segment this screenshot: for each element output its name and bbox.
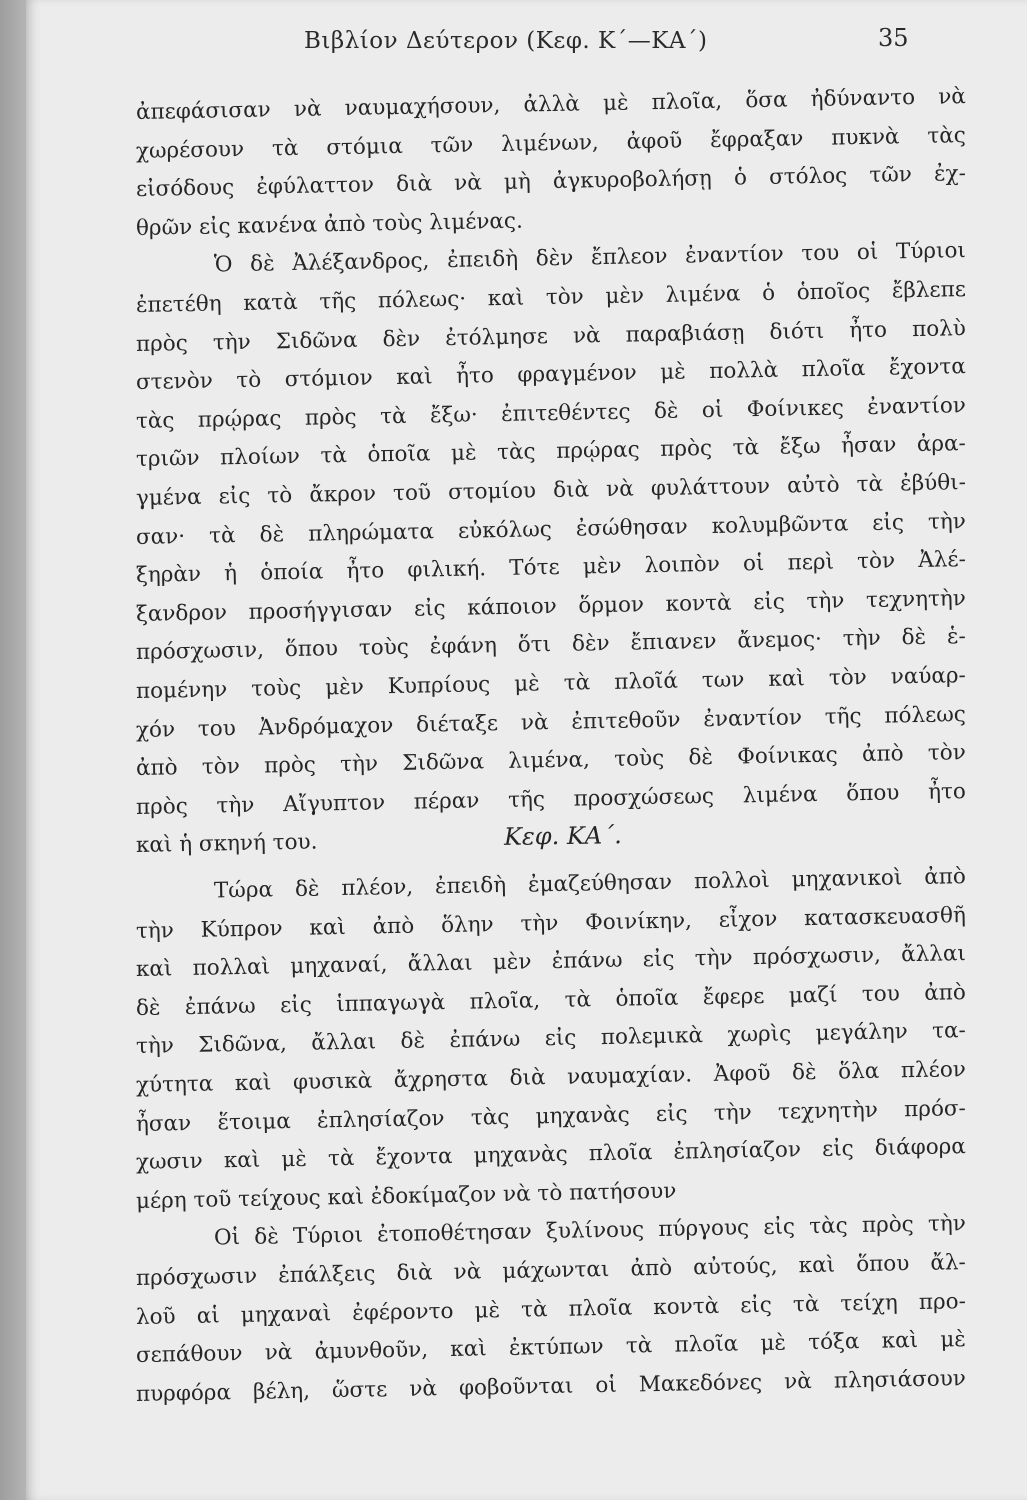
text-line: τὴν Κύπρον καὶ ἀπὸ ὅλην τὴν Φοινίκην, εἶχον κατασκευασθῆ xyxy=(135,902,967,944)
text-line: τὴν Σιδῶνα, ἄλλαι δὲ ἐπάνω εἰς πολεμικὰ χωρὶς μεγάλην τα- xyxy=(135,1018,967,1060)
running-title: Βιβλίον Δεύτερον (Κεφ. Κ΄—ΚΑ΄) xyxy=(304,28,708,54)
text-line: μέρη τοῦ τείχους καὶ ἐδοκίμαζον νὰ τὸ πατήσουν xyxy=(135,1178,677,1214)
text-line: Τώρα δὲ πλέον, ἐπειδὴ ἐμαζεύθησαν πολλοὶ μηχανικοὶ ἀπὸ xyxy=(213,864,967,904)
text-line: χωρέσουν τὰ στόμια τῶν λιμένων, ἀφοῦ ἔφραξαν πυκνὰ τὰς xyxy=(135,122,967,164)
text-line: χύτητα καὶ φυσικὰ ἄχρηστα διὰ ναυμαχίαν. Ἀφοῦ δὲ ὅλα πλέον xyxy=(135,1057,967,1098)
text-line: ἀπὸ τὸν πρὸς τὴν Σιδῶνα λιμένα, τοὺς δὲ Φοίνικας ἀπὸ τὸν xyxy=(135,740,967,782)
text-line: θρῶν εἰς κανένα ἀπὸ τοὺς λιμένας. xyxy=(135,208,524,241)
text-line: ἀπεφάσισαν νὰ ναυμαχήσουν, ἀλλὰ μὲ πλοῖα, ὅσα ἠδύναντο νὰ xyxy=(135,84,967,125)
text-line: ξηρὰν ἡ ὁποία ἦτο φιλική. Τότε μὲν λοιπὸν οἱ περὶ τὸν Ἀλέ- xyxy=(135,547,967,589)
text-line: δὲ ἐπάνω εἰς ἱππαγωγὰ πλοῖα, τὰ ὁποῖα ἔφερε μαζί του ἀπὸ xyxy=(135,979,967,1021)
text-line: λοῦ αἱ μηχαναὶ ἐφέροντο μὲ τὰ πλοῖα κοντὰ εἰς τὰ τείχη προ- xyxy=(135,1288,967,1330)
text-line: πρὸς τὴν Σιδῶνα δὲν ἐτόλμησε νὰ παραβιάσῃ διότι ἦτο πολὺ xyxy=(135,315,967,357)
text-line: καὶ ἡ σκηνή του. xyxy=(135,829,318,859)
section-2-text xyxy=(135,864,967,1414)
text-line: πρόσχωσιν, ὅπου τοὺς ἐφάνη ὅτι δὲν ἔπιανεν ἄνεμος· τὴν δὲ ἑ- xyxy=(135,624,967,666)
text-line: εἰσόδους ἐφύλαττον διὰ νὰ μὴ ἀγκυροβολήσῃ ὁ στόλος τῶν ἐχ- xyxy=(135,161,967,203)
page-header xyxy=(26,24,1027,64)
text-line: στενὸν τὸ στόμιον καὶ ἦτο φραγμένον μὲ πολλὰ πλοῖα ἔχοντα xyxy=(135,354,967,396)
section-1-text xyxy=(135,84,967,866)
scan-edge xyxy=(0,0,26,1500)
chapter-heading: Κεφ. ΚΑ΄. xyxy=(503,821,622,851)
text-line: χόν του Ἀνδρόμαχον διέταξε νὰ ἐπιτεθοῦν ἐναντίον τῆς πόλεως xyxy=(135,701,967,743)
text-line: τὰς πρῴρας πρὸς τὰ ἔξω· ἐπιτεθέντες δὲ οἱ Φοίνικες ἐναντίον xyxy=(135,392,967,434)
text-line: σεπάθουν νὰ ἀμυνθοῦν, καὶ ἐκτύπων τὰ πλοῖα μὲ τόξα καὶ μὲ xyxy=(135,1327,967,1369)
text-line: πρὸς τὴν Αἴγυπτον πέραν τῆς προσχώσεως λιμένα ὅπου ἦτο xyxy=(135,778,967,820)
text-line: ξανδρον προσήγγισαν εἰς κάποιον ὅρμον κοντὰ εἰς τὴν τεχνητὴν xyxy=(135,585,967,627)
text-line: ἦσαν ἕτοιμα ἐπλησίαζον τὰς μηχανὰς εἰς τὴν τεχνητὴν πρόσ- xyxy=(135,1095,967,1137)
text-line: σαν· τὰ δὲ πληρώματα εὐκόλως ἐσώθησαν κολυμβῶντα εἰς τὴν xyxy=(135,508,967,550)
text-line: πυρφόρα βέλη, ὥστε νὰ φοβοῦνται οἱ Μακεδόνες νὰ πλησιάσουν xyxy=(135,1365,967,1407)
text-line: καὶ πολλαὶ μηχαναί, ἄλλαι μὲν ἐπάνω εἰς τὴν πρόσχωσιν, ἄλλαι xyxy=(135,941,967,983)
text-line: τριῶν πλοίων τὰ ὁποῖα μὲ τὰς πρῴρας πρὸς τὰ ἔξω ἦσαν ἀρα- xyxy=(135,431,967,473)
text-line: χωσιν καὶ μὲ τὰ ἔχοντα μηχανὰς πλοῖα ἐπλησίαζον εἰς διάφορα xyxy=(135,1134,967,1176)
book-page xyxy=(26,0,1027,1500)
text-line: Οἱ δὲ Τύριοι ἐτοποθέτησαν ξυλίνους πύργους εἰς τὰς πρὸς τὴν xyxy=(213,1211,967,1251)
text-line: πομένην τοὺς μὲν Κυπρίους μὲ τὰ πλοῖά των καὶ τὸν ναύαρ- xyxy=(135,662,967,704)
page-number: 35 xyxy=(878,24,909,52)
text-line: Ὁ δὲ Ἀλέξανδρος, ἐπειδὴ δὲν ἔπλεον ἐναντίον του οἱ Τύριοι xyxy=(213,238,967,278)
text-line: πρόσχωσιν ἐπάλξεις διὰ νὰ μάχωνται ἀπὸ αὐτούς, καὶ ὅπου ἄλ- xyxy=(135,1250,967,1291)
text-line: ἐπετέθη κατὰ τῆς πόλεως· καὶ τὸν μὲν λιμένα ὁ ὁποῖος ἔβλεπε xyxy=(135,277,967,318)
text-line: γμένα εἰς τὸ ἄκρον τοῦ στομίου διὰ νὰ φυλάττουν αὐτὸ τὰ ἐβύθι- xyxy=(135,470,967,511)
